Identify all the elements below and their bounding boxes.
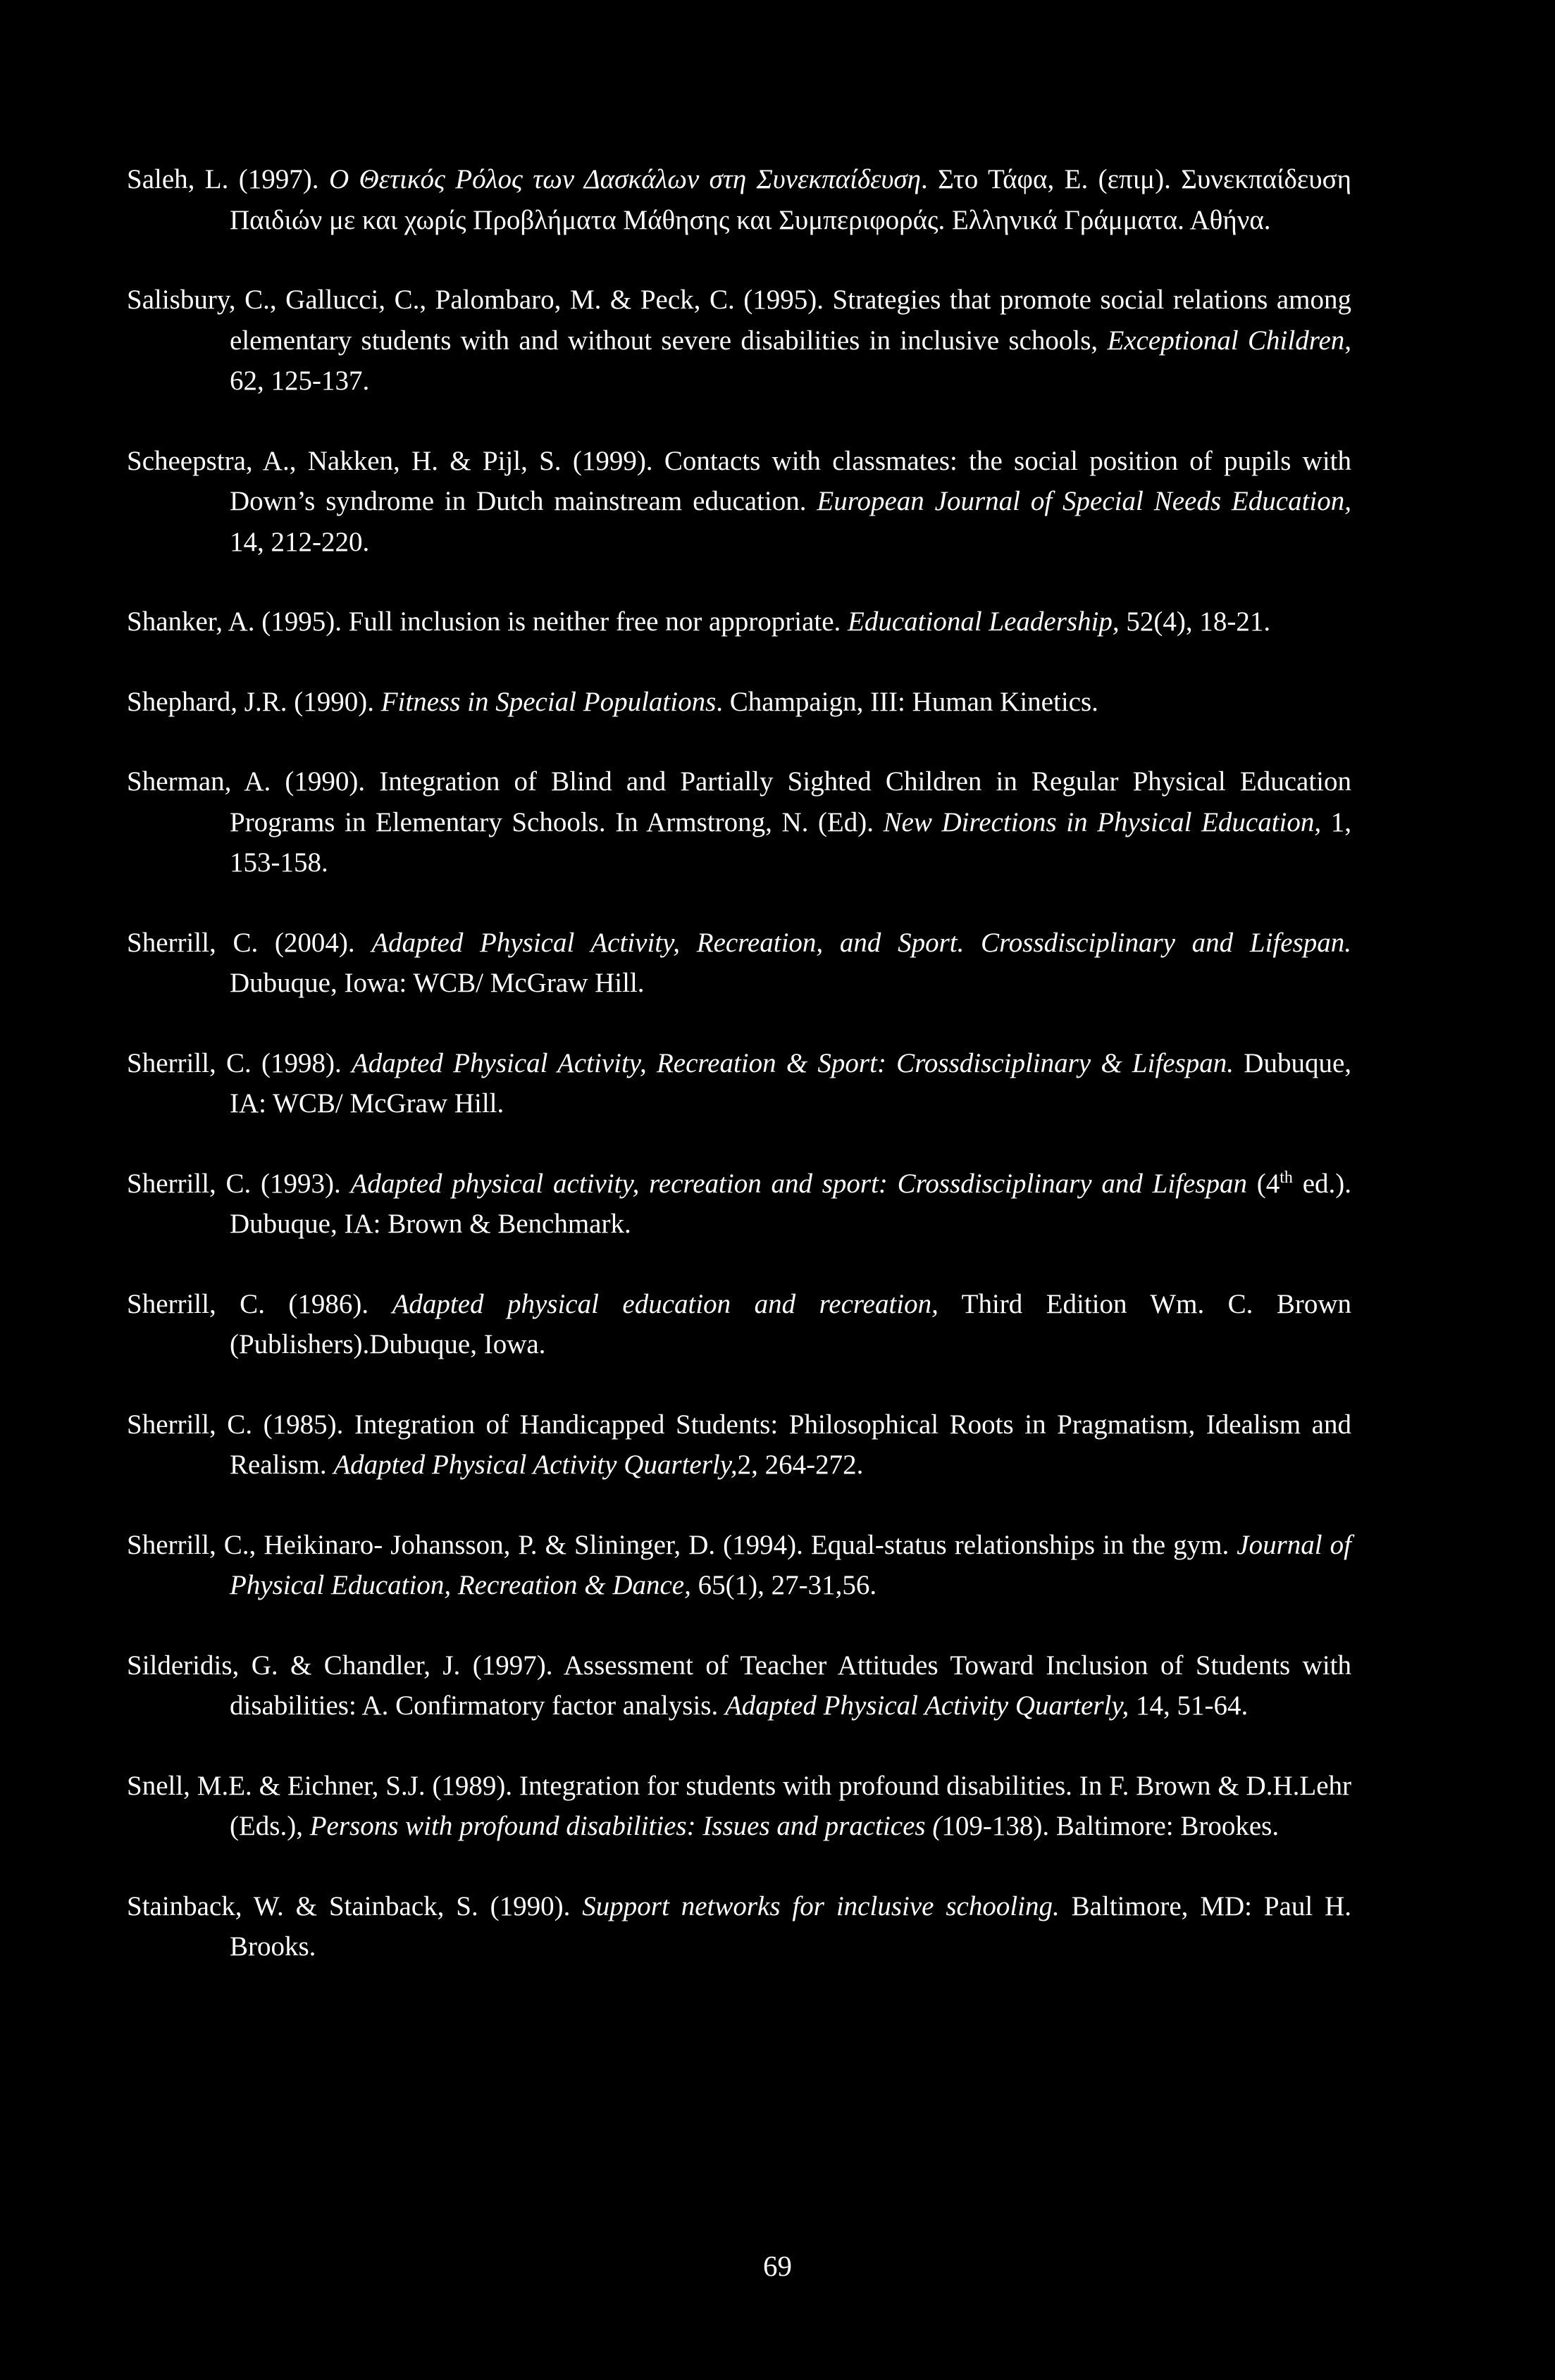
reference-text: . Champaign, III: Human Kinetics.: [716, 686, 1098, 717]
reference-title: Journal of Physical Education, Recreation & Dance,: [230, 1529, 1351, 1600]
reference-title: Persons with profound disabilities: Issues and practices (: [309, 1811, 942, 1841]
reference-text: Dubuque, IA: WCB/ McGraw Hill.: [230, 1047, 1352, 1119]
reference-title: Adapted physical activity, recreation and sport: Crossdisciplinary and Lifespan: [350, 1168, 1247, 1199]
reference-entry: [127, 280, 1351, 401]
reference-text: Sherrill, C. (1993).: [127, 1168, 351, 1199]
reference-entry: [127, 761, 1351, 883]
reference-text: Sherrill, C., Heikinaro- Johansson, P. & Slininger, D. (1994). Equal-status relationships in the gym.: [127, 1529, 1237, 1560]
reference-text: , 62, 125-137.: [230, 325, 1352, 396]
reference-text: 109-138). Baltimore: Brookes.: [941, 1811, 1280, 1841]
reference-text: 1, 153-158.: [230, 806, 1351, 878]
reference-text: Shephard, J.R. (1990).: [127, 686, 381, 717]
reference-entry: [127, 1525, 1351, 1606]
reference-text: Baltimore, MD: Paul H. Brooks.: [230, 1890, 1352, 1962]
reference-text: (4: [1246, 1168, 1280, 1199]
reference-text: ed.). Dubuque, IA: Brown & Benchmark.: [230, 1168, 1351, 1239]
reference-text: Sherman, A. (1990). Integration of Blind and Partially Sighted Children in Regular Physical Education Programs in Elementary Schools. In Armstrong, N. (Ed).: [127, 766, 1351, 837]
reference-title: Ο Θετικός Ρόλος των Δασκάλων στη Συνεκπαίδευση: [328, 164, 921, 194]
reference-text: Dubuque, Iowa: WCB/ McGraw Hill.: [230, 968, 645, 998]
reference-text: 2, 264-272.: [737, 1450, 864, 1480]
reference-text: Sherrill, C. (1986).: [127, 1288, 392, 1319]
reference-text: Stainback, W. & Stainback, S. (1990).: [127, 1890, 583, 1921]
reference-text: Sherrill, C. (1998).: [127, 1047, 352, 1078]
reference-title: Educational Leadership,: [848, 606, 1120, 637]
reference-entry: [127, 1645, 1351, 1726]
reference-entry: [127, 1404, 1351, 1485]
reference-text: Scheepstra, A., Nakken, H. & Pijl, S. (1999). Contacts with classmates: the social position of pupils with Down’s syndrome in Dutch mainstream education.: [127, 445, 1351, 516]
superscript-text: th: [1280, 1168, 1293, 1187]
reference-entry: [127, 1284, 1351, 1365]
reference-entry: [127, 1043, 1351, 1124]
reference-entry: [127, 682, 1351, 723]
reference-title: Adapted Physical Activity, Recreation, and Sport. Crossdisciplinary and Lifespan.: [371, 927, 1351, 958]
reference-title: Adapted Physical Activity Quarterly,: [724, 1690, 1129, 1721]
reference-title: Support networks for inclusive schooling.: [582, 1890, 1060, 1921]
reference-title: Adapted physical education and recreation,: [392, 1288, 938, 1319]
reference-text: 65(1), 27-31,56.: [690, 1570, 877, 1600]
reference-title: Adapted Physical Activity Quarterly,: [333, 1450, 738, 1480]
reference-text: 52(4), 18-21.: [1119, 606, 1271, 637]
reference-title: Fitness in Special Populations: [380, 686, 717, 717]
reference-title: European Journal of Special Needs Education,: [817, 486, 1351, 516]
reference-text: . Στο Τάφα, Ε. (επιμ). Συνεκπαίδευση Παιδιών με και χωρίς Προβλήματα Μάθησης και Συμπεριφοράς. Ελληνικά Γράμματα. Αθήνα.: [230, 164, 1352, 235]
reference-text: Silderidis, G. & Chandler, J. (1997). Assessment of Teacher Attitudes Toward Inclusion of Students with disabilities: A. Confirmatory factor analysis.: [127, 1650, 1351, 1721]
reference-text: Saleh, L. (1997).: [127, 164, 329, 194]
reference-entry: [127, 602, 1351, 642]
reference-text: Third Edition Wm. C. Brown (Publishers).Dubuque, Iowa.: [230, 1288, 1352, 1359]
reference-entry: [127, 1164, 1351, 1245]
reference-entry: [127, 1886, 1351, 1967]
reference-text: Salisbury, C., Gallucci, C., Palombaro, M. & Peck, C. (1995). Strategies that promote social relations among elementary students with and without severe disabilities in inclusive schools,: [127, 285, 1351, 356]
reference-list: [127, 159, 1351, 2007]
reference-text: Shanker, A. (1995). Full inclusion is neither free nor appropriate.: [127, 606, 848, 637]
reference-title: Adapted Physical Activity, Recreation & Sport: Crossdisciplinary & Lifespan.: [351, 1047, 1234, 1078]
reference-title: Exceptional Children: [1107, 325, 1345, 356]
reference-text: 14, 212-220.: [230, 526, 370, 557]
reference-text: Sherrill, C. (1985). Integration of Handicapped Students: Philosophical Roots in Pragmatism, Idealism and Realism.: [127, 1409, 1351, 1480]
reference-title: New Directions in Physical Education,: [883, 806, 1322, 837]
reference-entry: [127, 159, 1351, 240]
reference-text: Snell, M.E. & Eichner, S.J. (1989). Integration for students with profound disabilities. In F. Brown & D.H.Lehr (Eds.),: [127, 1770, 1351, 1841]
reference-entry: [127, 923, 1351, 1004]
reference-text: 14, 51-64.: [1129, 1690, 1249, 1721]
reference-text: Sherrill, C. (2004).: [127, 927, 372, 958]
reference-entry: [127, 441, 1351, 563]
page-number: 69: [763, 2250, 792, 2282]
reference-entry: [127, 1766, 1351, 1847]
